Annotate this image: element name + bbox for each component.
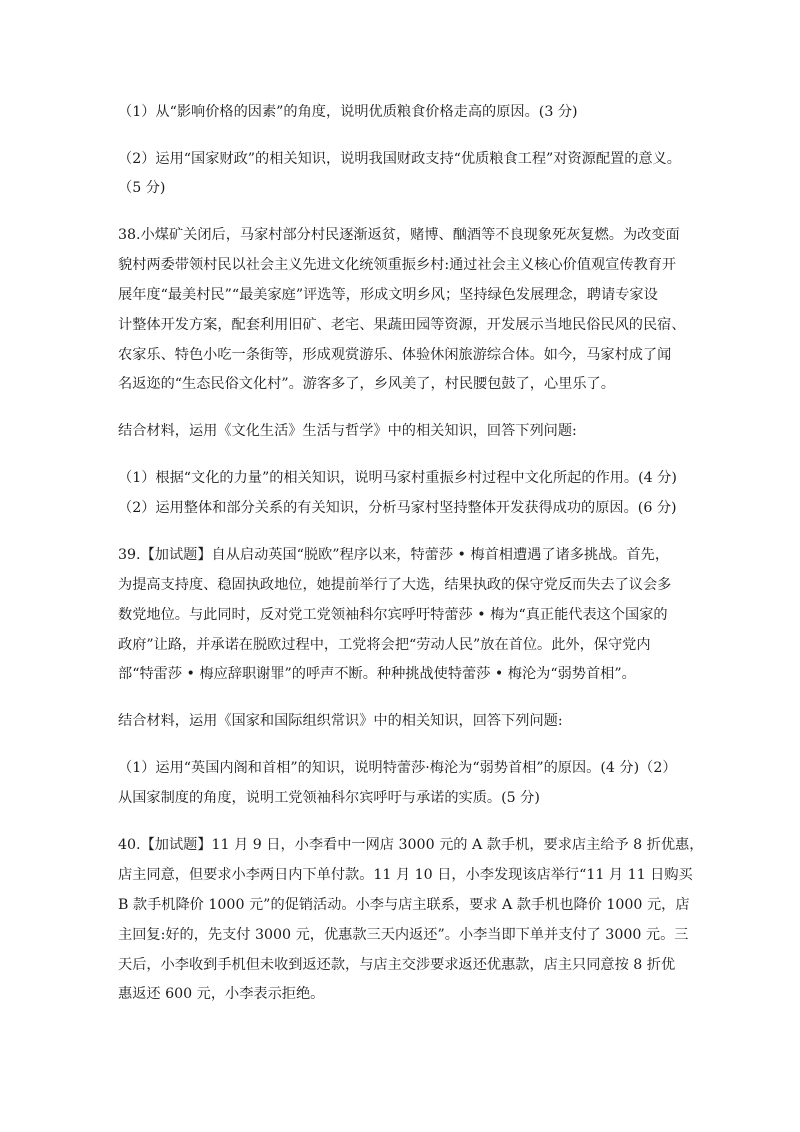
q38-sub2: （2）运用整体和部分关系的有关知识，分析马家村坚持整体开发获得成功的原因。(6 分) (118, 500, 677, 516)
q39-material-line1: 39.【加试题】自从启动英国“脱欧”程序以来，特蕾莎 • 梅首相遭遇了诸多挑战。首先， (118, 547, 670, 563)
q40-material-line3: B 款手机降价 1000 元”的促销活动。小李与店主联系，要求 A 款手机也降价 1000 元，店 (118, 897, 690, 913)
q38-sub1: （1）根据“文化的力量”的相关知识，说明马家村重振乡村过程中文化所起的作用。(4 分) (118, 470, 677, 486)
q37-sub1: （1）从“影响价格的因素”的角度，说明优质粮食价格走高的原因。(3 分) (118, 104, 578, 120)
q38-material-line4: 计整体开发方案，配套利用旧矿、老宅、果蔬田园等资源，开发展示当地民俗民风的民宿、 (118, 317, 686, 333)
q38-material-line6: 名返迩的“生态民俗文化村”。游客多了，乡风美了，村民腰包鼓了，心里乐了。 (118, 376, 615, 392)
q40-material-line5: 天后，小李收到手机但未收到返还款，与店主交涉要求返还优惠款，店主只同意按 8 折优 (118, 957, 676, 973)
q39-prompt: 结合材料，运用《国家和国际组织常识》中的相关知识，回答下列问题: (118, 713, 563, 729)
q40-material-line1: 40.【加试题】11 月 9 日，小李看中一网店 3000 元的 A 款手机，要求店主给予 8 折优惠， (118, 837, 704, 853)
q39-material-line5: 部“特雷莎 • 梅应辞职谢罪”的呼声不断。种种挑战使特蕾莎 • 梅沦为“弱势首相”。 (118, 666, 636, 682)
q39-material-line3: 数党地位。与此同时，反对党工党领袖科尔宾呼吁特蕾莎 • 梅为“真正能代表这个国家的 (118, 607, 668, 623)
q39-material-line2: 为提高支持度、稳固执政地位，她提前举行了大选，结果执政的保守党反而失去了议会多 (118, 577, 672, 593)
q39-sub-line1: （1）运用“英国内阁和首相”的知识，说明特蕾莎·梅沦为“弱势首相”的原因。(4 分)（2） (118, 760, 677, 776)
q40-material-line4: 主回复:好的，先支付 3000 元，优惠款三天内返还”。小李当即下单并支付了 3000 元。三 (118, 927, 689, 943)
q39-sub-line2: 从国家制度的角度，说明工党领袖科尔宾呼吁与承诺的实质。(5 分) (118, 790, 540, 806)
q40-material-line2: 店主同意，但要求小李两日内下单付款。11 月 10 日，小李发现该店举行“11 月 11 日购买 (118, 867, 693, 883)
q38-prompt: 结合材料，运用《文化生活》生活与哲学》中的相关知识，回答下列问题: (118, 423, 577, 439)
q38-material-line5: 农家乐、特色小吃一条街等，形成观赏游乐、体验休闲旅游综合体。如今，马家村成了闻 (118, 347, 672, 363)
q38-material-line2: 貌村两委带领村民以社会主义先进文化统领重振乡村:通过社会主义核心价值观宣传教育开 (118, 257, 677, 273)
q39-material-line4: 政府”让路，并承诺在脱欧过程中，工党将会把“劳动人民”放在首位。此外，保守党内 (118, 637, 651, 653)
q38-material-line1: 38.小煤矿关闭后，马家村部分村民逐渐返贫，赌博、酗酒等不良现象死灰复燃。为改变面 (118, 227, 680, 243)
q37-sub2-line2: （5 分) (118, 180, 166, 196)
q37-sub2-line1: （2）运用“国家财政”的相关知识，说明我国财政支持“优质粮食工程”对资源配置的意义。 (118, 151, 681, 167)
q38-material-line3: 展年度“最美村民”“最美家庭”评选等，形成文明乡风；坚持绿色发展理念，聘请专家设 (118, 287, 658, 303)
q40-material-line6: 惠返还 600 元，小李表示拒绝。 (118, 986, 325, 1002)
